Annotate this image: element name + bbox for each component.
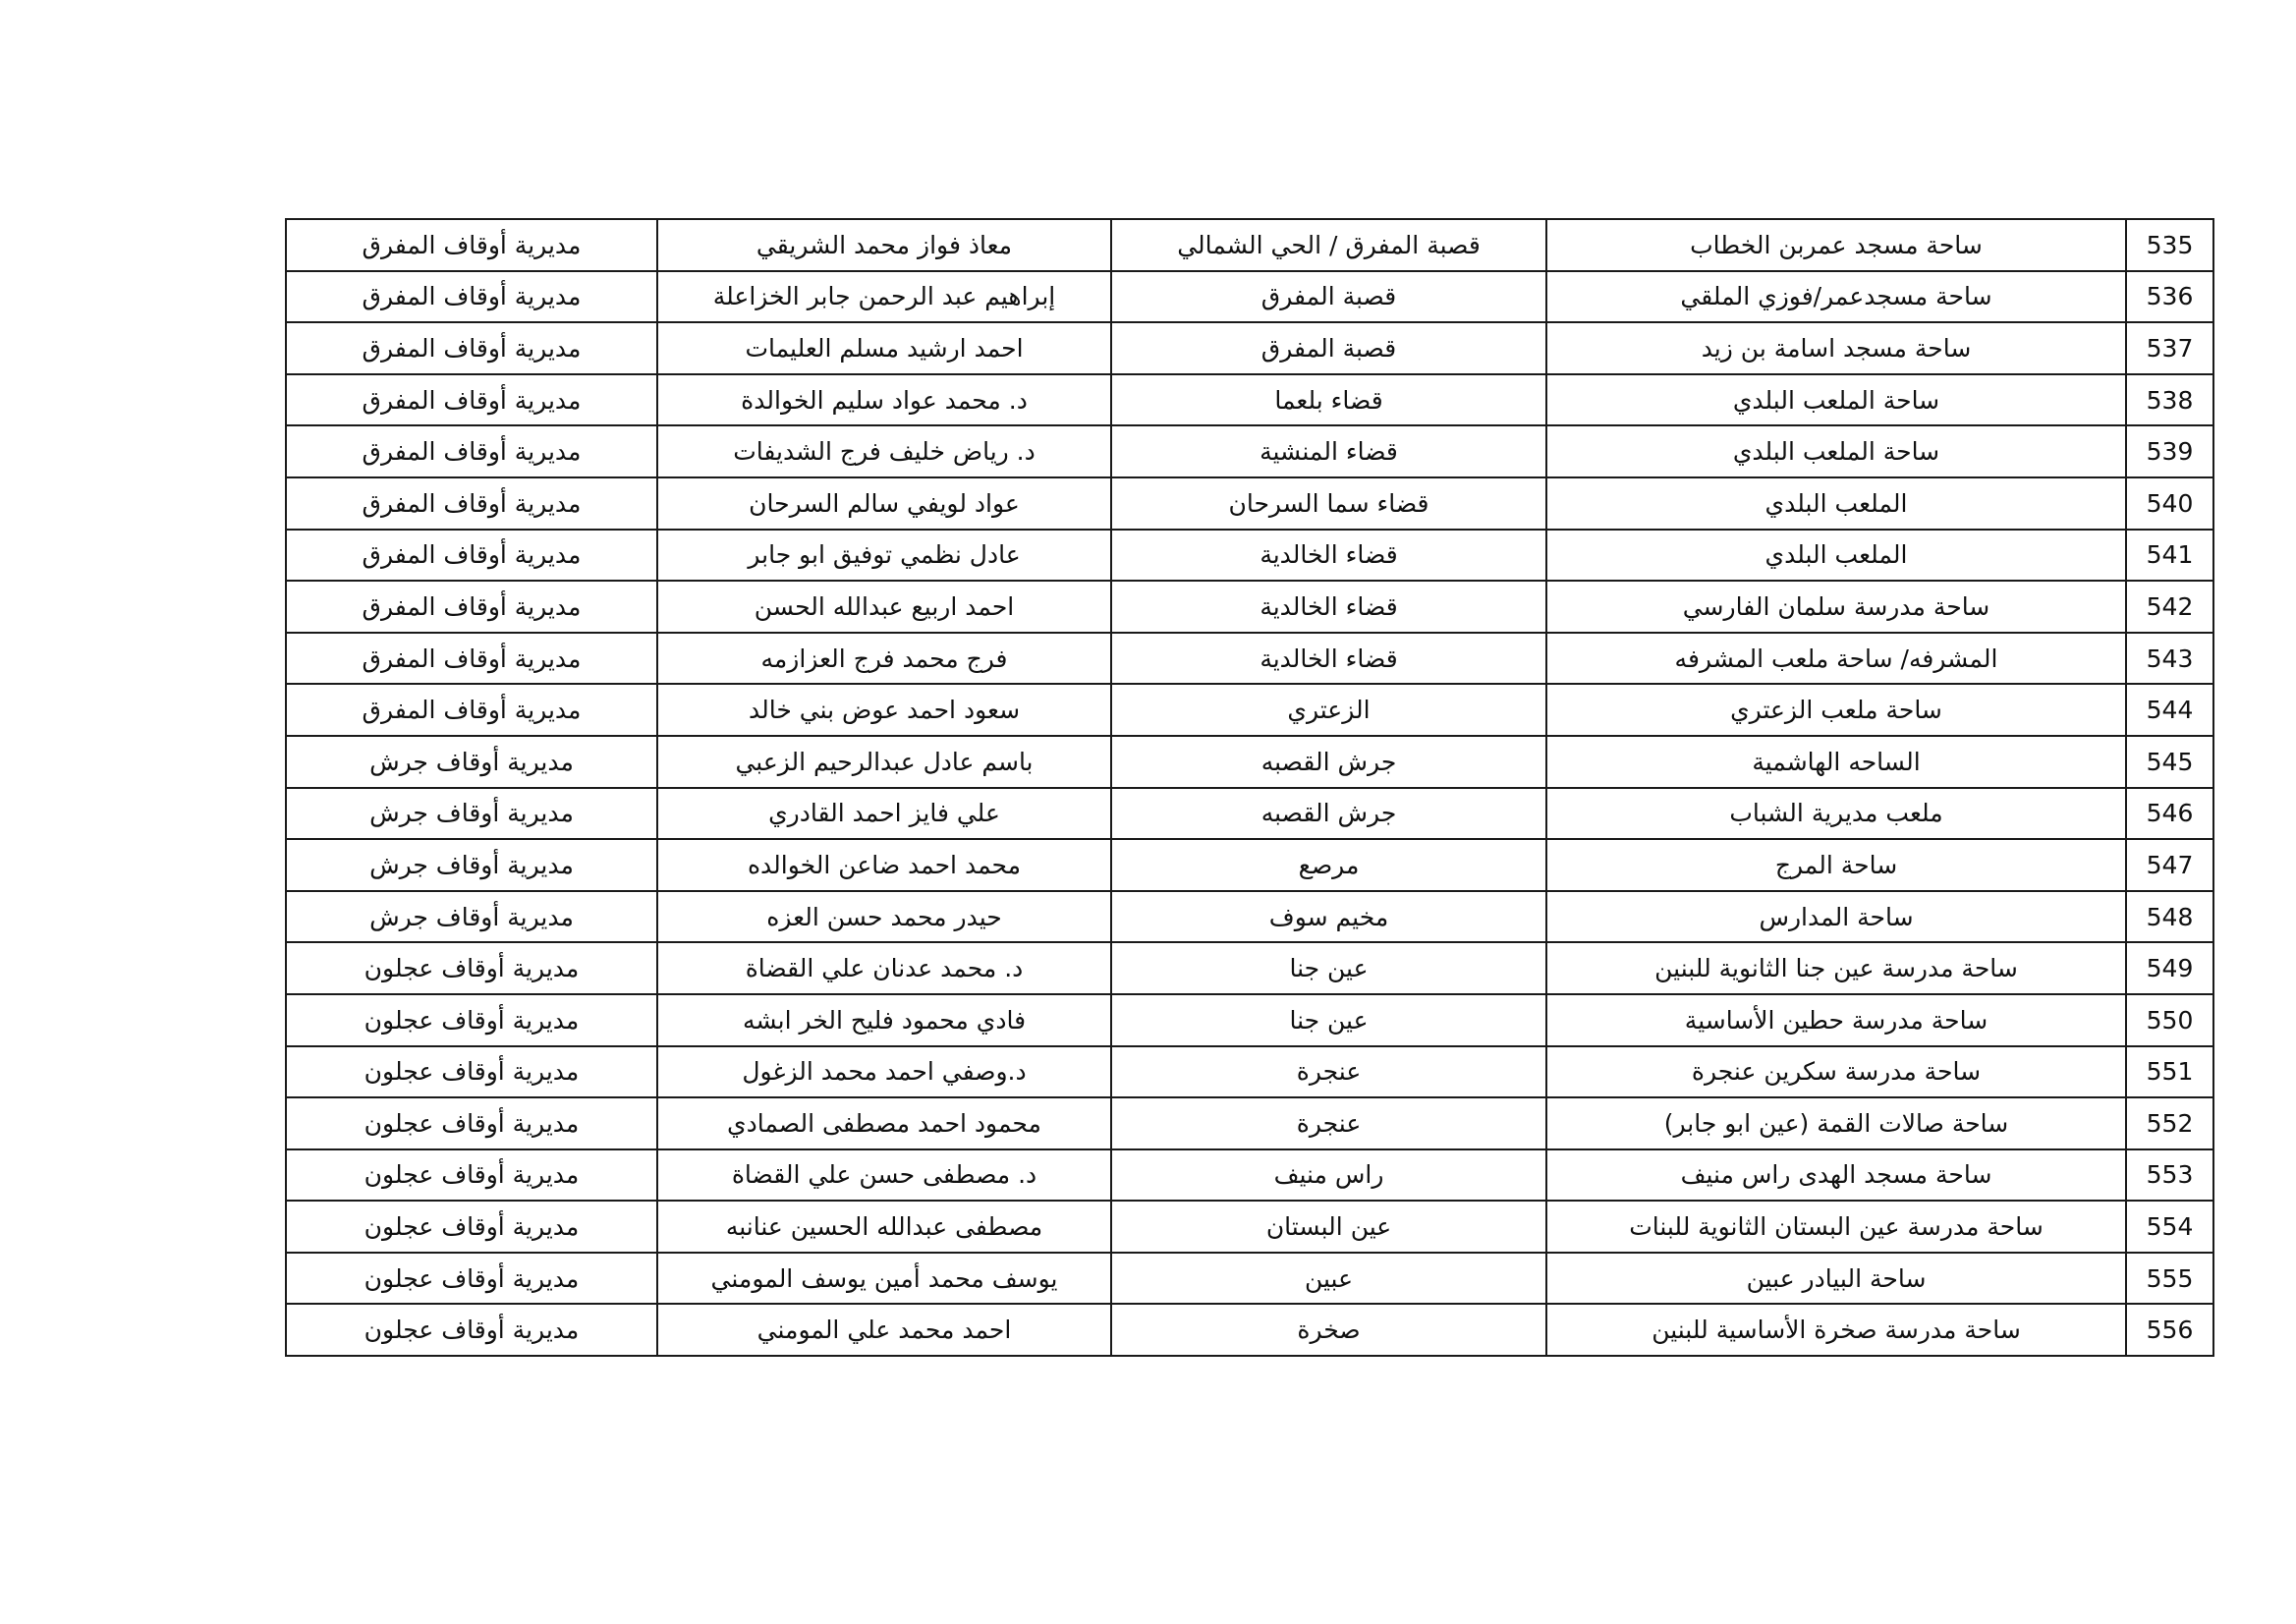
row-number-cell: 548: [2126, 891, 2213, 943]
row-number-cell: 552: [2126, 1097, 2213, 1149]
directorate-cell: مديرية أوقاف عجلون: [286, 942, 657, 994]
area-cell: عين البستان: [1111, 1201, 1546, 1253]
table-row: [286, 1149, 2213, 1202]
imam-name-cell: يوسف محمد أمين يوسف المومني: [657, 1253, 1111, 1305]
prayer-place-cell: ساحة الملعب البلدي: [1546, 374, 2126, 426]
row-number-cell: 546: [2126, 788, 2213, 840]
prayer-place-cell: ساحة ملعب الزعتري: [1546, 684, 2126, 736]
area-cell: قضاء الخالدية: [1111, 581, 1546, 633]
area-cell: عبين: [1111, 1253, 1546, 1305]
table-body: [286, 219, 2213, 1356]
imam-name-cell: د. مصطفى حسن علي القضاة: [657, 1149, 1111, 1202]
table-row: [286, 1253, 2213, 1305]
row-number-cell: 556: [2126, 1304, 2213, 1356]
table-row: [286, 374, 2213, 426]
imam-name-cell: احمد محمد علي المومني: [657, 1304, 1111, 1356]
table-row: [286, 942, 2213, 994]
row-number-cell: 541: [2126, 530, 2213, 582]
prayer-place-cell: ساحة مسجدعمر/فوزي الملقي: [1546, 271, 2126, 323]
row-number-cell: 540: [2126, 477, 2213, 530]
table-row: [286, 1046, 2213, 1098]
prayer-place-cell: ساحة الملعب البلدي: [1546, 425, 2126, 477]
area-cell: قضاء بلعما: [1111, 374, 1546, 426]
area-cell: عين جنا: [1111, 942, 1546, 994]
prayer-place-cell: ساحة مدرسة عين البستان الثانوية للبنات: [1546, 1201, 2126, 1253]
area-cell: مرصع: [1111, 839, 1546, 891]
row-number-cell: 539: [2126, 425, 2213, 477]
area-cell: قصبة المفرق: [1111, 322, 1546, 374]
table-row: [286, 736, 2213, 788]
prayer-place-cell: ساحة المرج: [1546, 839, 2126, 891]
prayer-place-cell: ساحة مدرسة صخرة الأساسية للبنين: [1546, 1304, 2126, 1356]
area-cell: قصبة المفرق / الحي الشمالي: [1111, 219, 1546, 271]
row-number-cell: 545: [2126, 736, 2213, 788]
row-number-cell: 554: [2126, 1201, 2213, 1253]
row-number-cell: 555: [2126, 1253, 2213, 1305]
imam-name-cell: د. محمد عواد سليم الخوالدة: [657, 374, 1111, 426]
table-row: [286, 788, 2213, 840]
directorate-cell: مديرية أوقاف عجلون: [286, 1097, 657, 1149]
area-cell: قضاء الخالدية: [1111, 633, 1546, 685]
row-number-cell: 549: [2126, 942, 2213, 994]
area-cell: عنجرة: [1111, 1097, 1546, 1149]
area-cell: قضاء الخالدية: [1111, 530, 1546, 582]
row-number-cell: 537: [2126, 322, 2213, 374]
prayer-locations-table: [285, 218, 2214, 1357]
directorate-cell: مديرية أوقاف المفرق: [286, 530, 657, 582]
table-row: [286, 581, 2213, 633]
imam-name-cell: احمد ارشيد مسلم العليمات: [657, 322, 1111, 374]
directorate-cell: مديرية أوقاف المفرق: [286, 425, 657, 477]
area-cell: جرش القصبه: [1111, 788, 1546, 840]
prayer-place-cell: ساحة البيادر عبين: [1546, 1253, 2126, 1305]
row-number-cell: 543: [2126, 633, 2213, 685]
directorate-cell: مديرية أوقاف المفرق: [286, 219, 657, 271]
row-number-cell: 551: [2126, 1046, 2213, 1098]
imam-name-cell: باسم عادل عبدالرحيم الزعبي: [657, 736, 1111, 788]
area-cell: جرش القصبه: [1111, 736, 1546, 788]
table-row: [286, 633, 2213, 685]
prayer-place-cell: ساحة مدرسة سلمان الفارسي: [1546, 581, 2126, 633]
area-cell: قضاء المنشية: [1111, 425, 1546, 477]
directorate-cell: مديرية أوقاف عجلون: [286, 1201, 657, 1253]
row-number-cell: 538: [2126, 374, 2213, 426]
prayer-place-cell: ساحة مسجد الهدى راس منيف: [1546, 1149, 2126, 1202]
imam-name-cell: د.وصفي احمد محمد الزغول: [657, 1046, 1111, 1098]
directorate-cell: مديرية أوقاف عجلون: [286, 1149, 657, 1202]
area-cell: قضاء سما السرحان: [1111, 477, 1546, 530]
directorate-cell: مديرية أوقاف المفرق: [286, 684, 657, 736]
imam-name-cell: محمود احمد مصطفى الصمادي: [657, 1097, 1111, 1149]
directorate-cell: مديرية أوقاف المفرق: [286, 322, 657, 374]
table-row: [286, 477, 2213, 530]
prayer-place-cell: ساحة مسجد عمربن الخطاب: [1546, 219, 2126, 271]
row-number-cell: 547: [2126, 839, 2213, 891]
prayer-place-cell: ملعب مديرية الشباب: [1546, 788, 2126, 840]
directorate-cell: مديرية أوقاف المفرق: [286, 374, 657, 426]
table-row: [286, 425, 2213, 477]
prayer-place-cell: ساحة مدرسة حطين الأساسية: [1546, 994, 2126, 1046]
prayer-place-cell: ساحة المدارس: [1546, 891, 2126, 943]
area-cell: الزعتري: [1111, 684, 1546, 736]
table-row: [286, 891, 2213, 943]
directorate-cell: مديرية أوقاف جرش: [286, 839, 657, 891]
imam-name-cell: سعود احمد عوض بني خالد: [657, 684, 1111, 736]
table-row: [286, 1304, 2213, 1356]
directorate-cell: مديرية أوقاف المفرق: [286, 633, 657, 685]
prayer-place-cell: الساحه الهاشمية: [1546, 736, 2126, 788]
prayer-place-cell: الملعب البلدي: [1546, 477, 2126, 530]
imam-name-cell: مصطفى عبدالله الحسين عنانبه: [657, 1201, 1111, 1253]
imam-name-cell: محمد احمد ضاعن الخوالده: [657, 839, 1111, 891]
imam-name-cell: فادي محمود فليح الخر ابشه: [657, 994, 1111, 1046]
area-cell: قصبة المفرق: [1111, 271, 1546, 323]
prayer-place-cell: ساحة مدرسة سكرين عنجرة: [1546, 1046, 2126, 1098]
imam-name-cell: حيدر محمد حسن العزه: [657, 891, 1111, 943]
imam-name-cell: علي فايز احمد القادري: [657, 788, 1111, 840]
table-row: [286, 994, 2213, 1046]
area-cell: صخرة: [1111, 1304, 1546, 1356]
directorate-cell: مديرية أوقاف جرش: [286, 788, 657, 840]
imam-name-cell: احمد اربيع عبدالله الحسن: [657, 581, 1111, 633]
prayer-place-cell: ساحة صالات القمة (عين ابو جابر): [1546, 1097, 2126, 1149]
table-row: [286, 271, 2213, 323]
prayer-place-cell: ساحة مدرسة عين جنا الثانوية للبنين: [1546, 942, 2126, 994]
row-number-cell: 550: [2126, 994, 2213, 1046]
imam-name-cell: معاذ فواز محمد الشريقي: [657, 219, 1111, 271]
imam-name-cell: د. محمد عدنان علي القضاة: [657, 942, 1111, 994]
area-cell: عنجرة: [1111, 1046, 1546, 1098]
directorate-cell: مديرية أوقاف جرش: [286, 736, 657, 788]
imam-name-cell: عواد لويفي سالم السرحان: [657, 477, 1111, 530]
table-row: [286, 1097, 2213, 1149]
directorate-cell: مديرية أوقاف المفرق: [286, 581, 657, 633]
row-number-cell: 544: [2126, 684, 2213, 736]
directorate-cell: مديرية أوقاف عجلون: [286, 1046, 657, 1098]
directorate-cell: مديرية أوقاف عجلون: [286, 1304, 657, 1356]
imam-name-cell: د. رياض خليف فرج الشديفات: [657, 425, 1111, 477]
directorate-cell: مديرية أوقاف المفرق: [286, 477, 657, 530]
imam-name-cell: فرج محمد فرج العزازمه: [657, 633, 1111, 685]
table-row: [286, 684, 2213, 736]
directorate-cell: مديرية أوقاف عجلون: [286, 1253, 657, 1305]
table-row: [286, 219, 2213, 271]
directorate-cell: مديرية أوقاف جرش: [286, 891, 657, 943]
area-cell: مخيم سوف: [1111, 891, 1546, 943]
table-row: [286, 839, 2213, 891]
area-cell: عين جنا: [1111, 994, 1546, 1046]
row-number-cell: 553: [2126, 1149, 2213, 1202]
area-cell: راس منيف: [1111, 1149, 1546, 1202]
prayer-place-cell: ساحة مسجد اسامة بن زيد: [1546, 322, 2126, 374]
imam-name-cell: عادل نظمي توفيق ابو جابر: [657, 530, 1111, 582]
table-row: [286, 1201, 2213, 1253]
table-row: [286, 530, 2213, 582]
directorate-cell: مديرية أوقاف عجلون: [286, 994, 657, 1046]
prayer-place-cell: المشرفه/ ساحة ملعب المشرفه: [1546, 633, 2126, 685]
row-number-cell: 536: [2126, 271, 2213, 323]
imam-name-cell: إبراهيم عبد الرحمن جابر الخزاعلة: [657, 271, 1111, 323]
directorate-cell: مديرية أوقاف المفرق: [286, 271, 657, 323]
row-number-cell: 542: [2126, 581, 2213, 633]
prayer-place-cell: الملعب البلدي: [1546, 530, 2126, 582]
row-number-cell: 535: [2126, 219, 2213, 271]
table-row: [286, 322, 2213, 374]
